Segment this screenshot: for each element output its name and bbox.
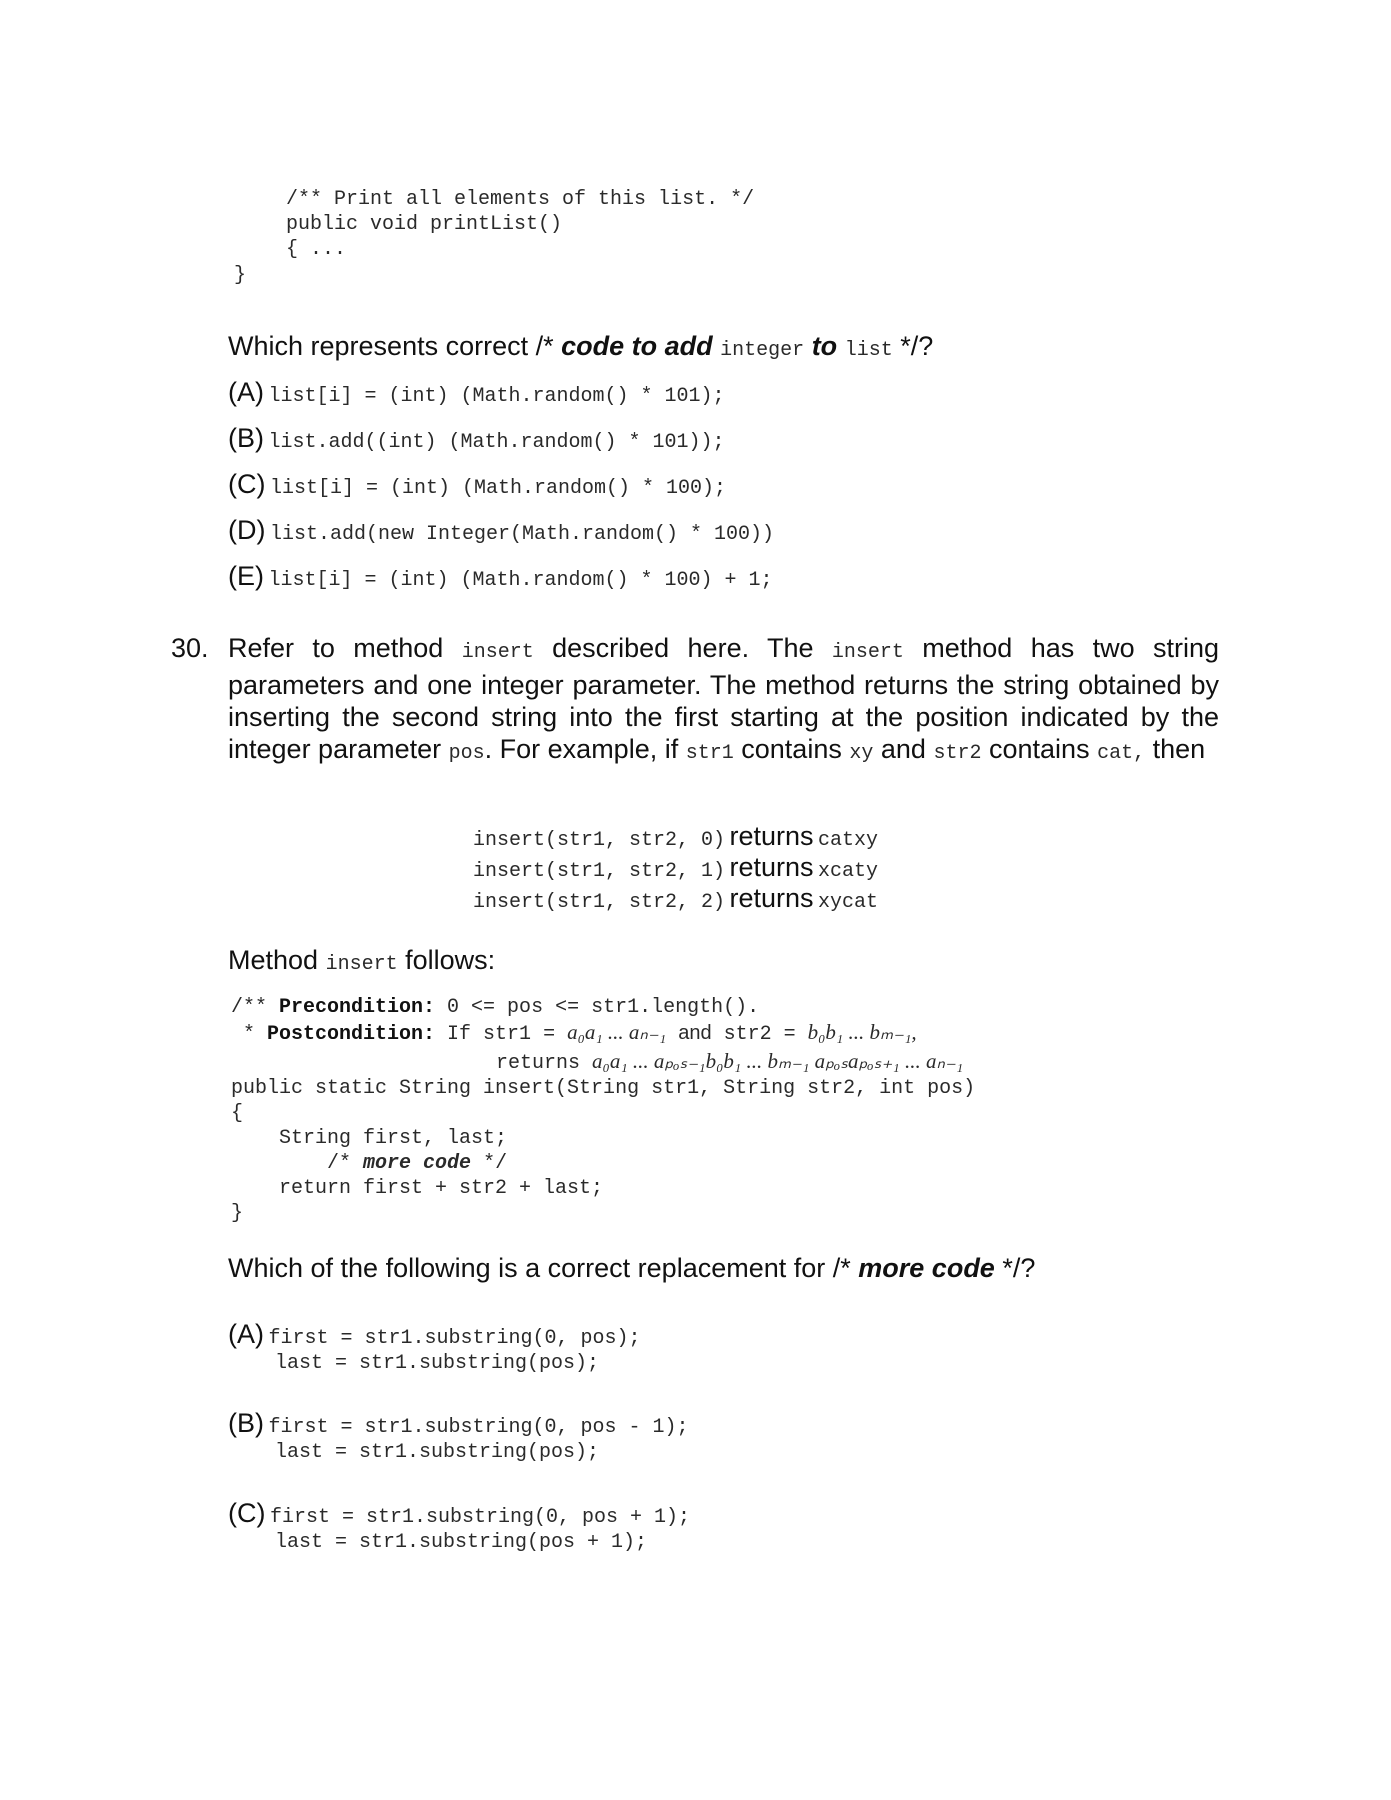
choice-30-a-line2: last = str1.substring(pos); — [275, 1352, 600, 1375]
code-close-brace: } — [231, 1202, 244, 1225]
choice-30-b-line2: last = str1.substring(pos); — [275, 1441, 600, 1464]
code-close-brace: } — [234, 264, 247, 287]
code-open-brace: { — [231, 1102, 244, 1125]
method-intro: Method insert follows: — [228, 945, 496, 976]
code-comment-print-list: /** Print all elements of this list. */ — [286, 188, 755, 211]
choice-29-e: (E) list[i] = (int) (Math.random() * 100) + 1; — [228, 561, 773, 592]
question-30-text: Refer to method insert described here. The insert method has two string parameters and one integer parameter. The method returns the string obtained by inserting the second string into the first starting at the position indicated by the integer parameter pos. For example, if str1 contains xy and str2 contains cat, then — [228, 633, 1219, 765]
code-insert-signature: public static String insert(String str1, String str2, int pos) — [231, 1077, 976, 1100]
question-29-prompt: Which represents correct /* code to add integer to list */? — [228, 331, 934, 362]
code-return: return first + str2 + last; — [231, 1177, 604, 1200]
doc-precondition: /** Precondition: 0 <= pos <= str1.length(). — [231, 996, 760, 1019]
question-30-prompt: Which of the following is a correct replacement for /* more code */? — [228, 1253, 1036, 1283]
choice-29-c: (C) list[i] = (int) (Math.random() * 100); — [228, 469, 727, 500]
choice-29-a: (A) list[i] = (int) (Math.random() * 101); — [228, 377, 725, 408]
choice-30-c: (C) first = str1.substring(0, pos + 1); — [228, 1498, 691, 1529]
example-row: insert(str1, str2, 0) returns catxy — [473, 821, 879, 852]
code-body-ellipsis: { ... — [286, 238, 347, 261]
example-row: insert(str1, str2, 1) returns xcaty — [473, 852, 879, 883]
code-signature-print-list: public void printList() — [286, 213, 563, 236]
example-row: insert(str1, str2, 2) returns xycat — [473, 883, 879, 914]
doc-returns: returns a₀a₁ ... aₚₒₛ₋₁b₀b₁ ... bₘ₋₁ aₚₒₛaₚₒₛ₊₁ ... aₙ₋₁ — [496, 1049, 964, 1075]
code-more-code-comment: /* more code */ — [231, 1152, 508, 1175]
choice-30-c-line2: last = str1.substring(pos + 1); — [275, 1531, 648, 1554]
question-30-number: 30. — [171, 633, 209, 663]
code-declaration: String first, last; — [231, 1127, 508, 1150]
choice-29-b: (B) list.add((int) (Math.random() * 101)); — [228, 423, 725, 454]
choice-29-d: (D) list.add(new Integer(Math.random() * 100)) — [228, 515, 775, 546]
doc-postcondition: * Postcondition: If str1 = a₀a₁ ... aₙ₋₁ and str2 = b₀b₁ ... bₘ₋₁, — [231, 1020, 917, 1046]
choice-30-a: (A) first = str1.substring(0, pos); — [228, 1319, 641, 1350]
choice-30-b: (B) first = str1.substring(0, pos - 1); — [228, 1408, 689, 1439]
